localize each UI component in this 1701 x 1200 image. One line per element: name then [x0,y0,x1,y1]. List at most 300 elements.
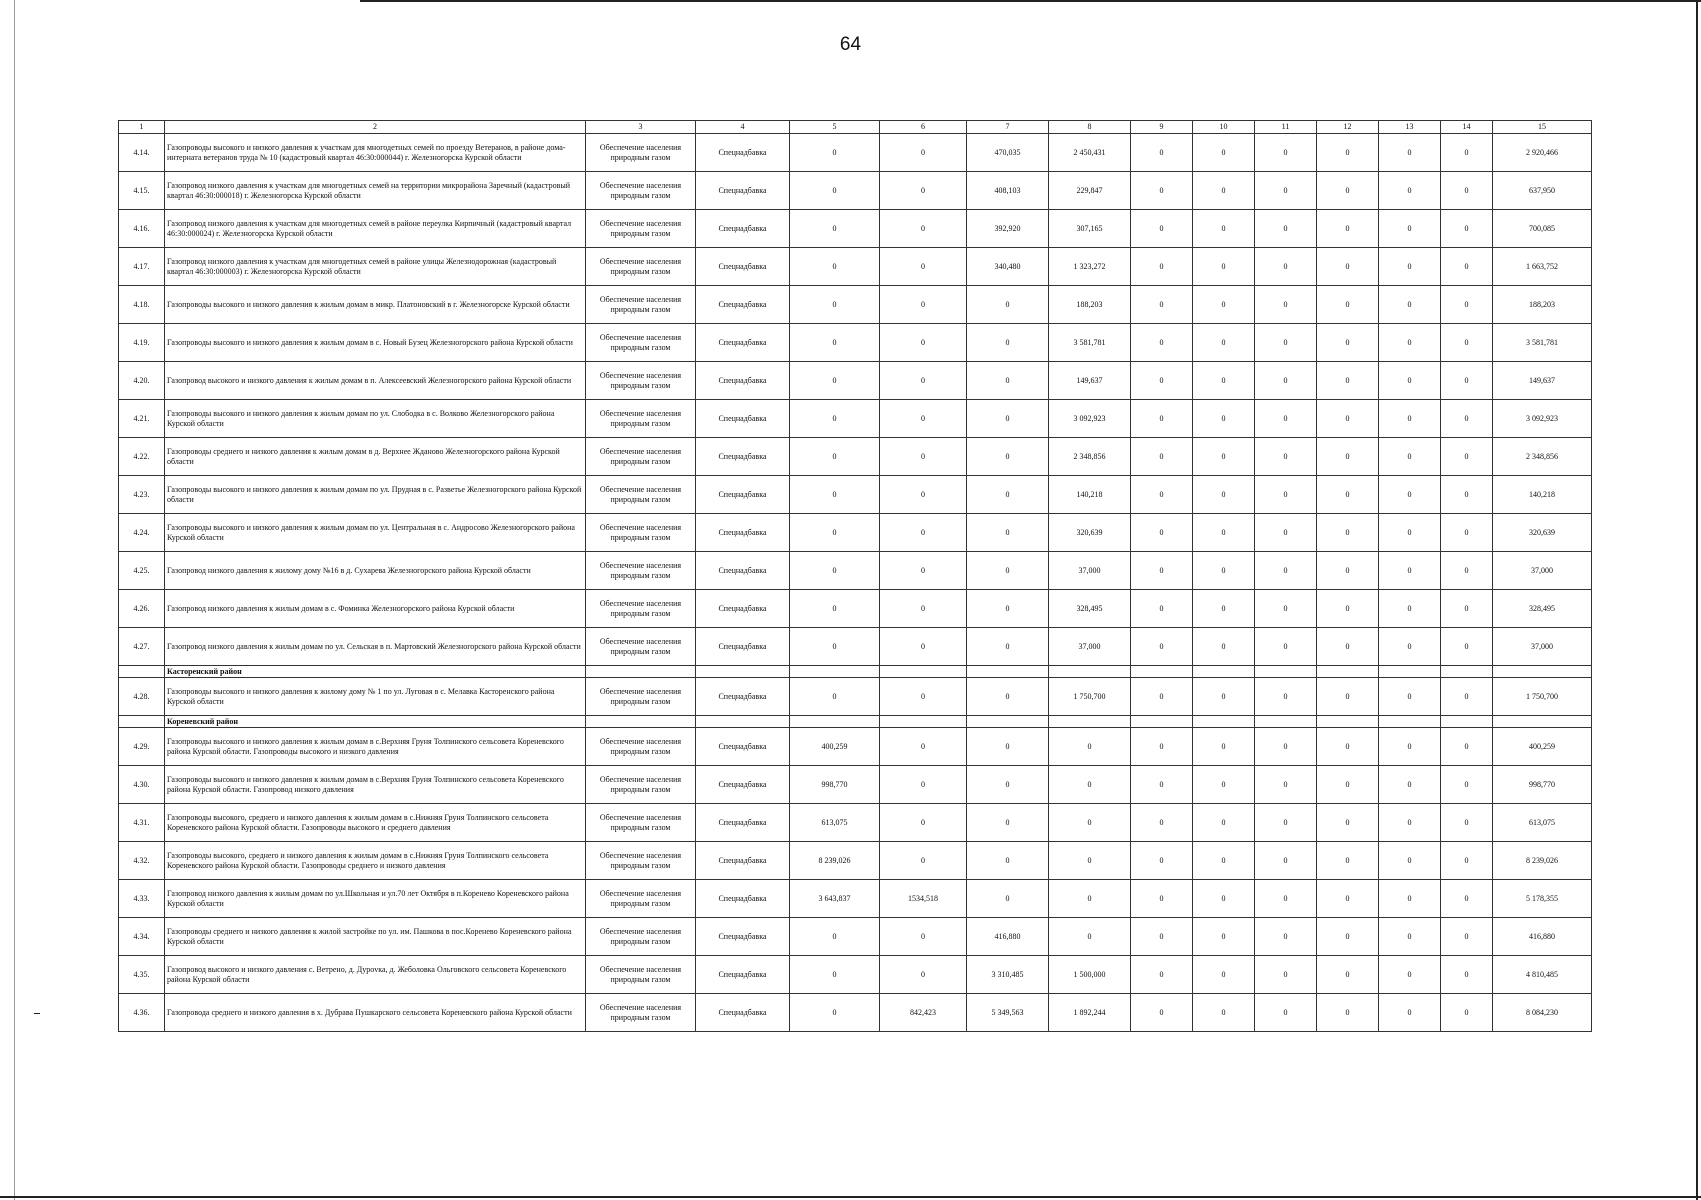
year-value: 0 [1193,994,1255,1032]
total-value: 320,639 [1493,514,1592,552]
item-description: Газопроводы высокого и низкого давления к жилым домам в с. Новый Бузец Железногорского района Курской области [165,324,586,362]
funding-source: Спецнадбавка [696,476,790,514]
year-value: 0 [1255,210,1317,248]
column-header: 9 [1131,121,1193,134]
item-purpose: Обеспечение населения природным газом [586,552,696,590]
year-value: 0 [1193,210,1255,248]
item-purpose: Обеспечение населения природным газом [586,678,696,716]
year-value: 0 [1317,956,1379,994]
year-value: 0 [1441,438,1493,476]
item-number: 4.18. [119,286,165,324]
year-value: 1 500,000 [1049,956,1131,994]
table-row [119,134,1592,172]
total-value: 700,085 [1493,210,1592,248]
year-value: 0 [1255,134,1317,172]
item-description: Газопроводы среднего и низкого давления к жилым домам в д. Верхнее Жданово Железногорского района Курской области [165,438,586,476]
year-value: 0 [1131,590,1193,628]
table-row [119,210,1592,248]
year-value: 0 [1317,362,1379,400]
total-value: 149,637 [1493,362,1592,400]
year-value: 0 [967,362,1049,400]
year-value: 0 [880,804,967,842]
year-value: 0 [1317,514,1379,552]
year-value: 229,847 [1049,172,1131,210]
empty-cell [1049,666,1131,678]
item-number: 4.30. [119,766,165,804]
year-value: 0 [880,628,967,666]
year-value: 0 [1441,400,1493,438]
year-value: 842,423 [880,994,967,1032]
year-value: 0 [790,362,880,400]
year-value: 0 [1131,880,1193,918]
year-value: 0 [790,324,880,362]
item-purpose: Обеспечение населения природным газом [586,590,696,628]
year-value: 0 [1193,286,1255,324]
year-value: 0 [790,400,880,438]
year-value: 8 239,026 [790,842,880,880]
empty-cell [1193,716,1255,728]
year-value: 37,000 [1049,628,1131,666]
year-value: 0 [880,210,967,248]
item-purpose: Обеспечение населения природным газом [586,728,696,766]
page-number: 64 [839,34,862,55]
item-purpose: Обеспечение населения природным газом [586,994,696,1032]
item-description: Газопроводы высокого и низкого давления к жилому дому № 1 по ул. Луговая в с. Мелавка Касторенского района Курской области [165,678,586,716]
table-row [119,552,1592,590]
empty-cell [1441,666,1493,678]
year-value: 0 [1255,476,1317,514]
year-value: 0 [1131,248,1193,286]
year-value: 0 [1441,514,1493,552]
year-value: 0 [880,438,967,476]
year-value: 320,639 [1049,514,1131,552]
funding-source: Спецнадбавка [696,210,790,248]
year-value: 0 [1441,880,1493,918]
year-value: 0 [1255,956,1317,994]
year-value: 0 [1441,476,1493,514]
column-header: 12 [1317,121,1379,134]
table-row [119,362,1592,400]
item-number: 4.24. [119,514,165,552]
year-value: 0 [1193,362,1255,400]
funding-source: Спецнадбавка [696,766,790,804]
year-value: 0 [1193,678,1255,716]
total-value: 2 920,466 [1493,134,1592,172]
table-row [119,994,1592,1032]
funding-source: Спецнадбавка [696,286,790,324]
year-value: 0 [1193,248,1255,286]
table-row [119,956,1592,994]
year-value: 0 [1193,324,1255,362]
column-header: 8 [1049,121,1131,134]
year-value: 0 [967,842,1049,880]
item-number: 4.26. [119,590,165,628]
total-value: 1 663,752 [1493,248,1592,286]
year-value: 470,035 [967,134,1049,172]
empty-cell [880,666,967,678]
empty-cell [119,666,165,678]
item-number: 4.32. [119,842,165,880]
item-purpose: Обеспечение населения природным газом [586,286,696,324]
year-value: 0 [790,590,880,628]
year-value: 0 [880,134,967,172]
empty-cell [1379,666,1441,678]
year-value: 0 [1131,766,1193,804]
year-value: 0 [1131,324,1193,362]
funding-source: Спецнадбавка [696,552,790,590]
item-description: Газопровод низкого давления к жилому дому №16 в д. Сухарева Железногорского района Курской области [165,552,586,590]
year-value: 0 [1255,994,1317,1032]
year-value: 0 [1131,956,1193,994]
year-value: 0 [880,476,967,514]
item-number: 4.22. [119,438,165,476]
table-row [119,678,1592,716]
total-value: 4 810,485 [1493,956,1592,994]
year-value: 0 [880,678,967,716]
empty-cell [1493,716,1592,728]
year-value: 0 [1255,248,1317,286]
year-value: 2 348,856 [1049,438,1131,476]
year-value: 0 [1193,172,1255,210]
year-value: 0 [1193,476,1255,514]
year-value: 0 [1379,210,1441,248]
year-value: 3 643,837 [790,880,880,918]
year-value: 0 [1255,804,1317,842]
item-number: 4.29. [119,728,165,766]
year-value: 0 [1049,918,1131,956]
total-value: 2 348,856 [1493,438,1592,476]
year-value: 0 [1379,590,1441,628]
year-value: 0 [967,804,1049,842]
empty-cell [696,716,790,728]
year-value: 0 [1379,628,1441,666]
year-value: 37,000 [1049,552,1131,590]
year-value: 0 [1131,994,1193,1032]
item-number: 4.35. [119,956,165,994]
year-value: 0 [880,324,967,362]
year-value: 0 [1441,552,1493,590]
year-value: 0 [1255,552,1317,590]
total-value: 400,259 [1493,728,1592,766]
year-value: 0 [1131,918,1193,956]
year-value: 0 [1379,842,1441,880]
year-value: 0 [1317,842,1379,880]
year-value: 0 [790,918,880,956]
year-value: 0 [1049,804,1131,842]
year-value: 0 [1131,172,1193,210]
funding-source: Спецнадбавка [696,362,790,400]
year-value: 0 [1131,514,1193,552]
year-value: 613,075 [790,804,880,842]
year-value: 0 [1193,956,1255,994]
item-number: 4.19. [119,324,165,362]
year-value: 0 [1131,842,1193,880]
year-value: 149,637 [1049,362,1131,400]
table-row [119,628,1592,666]
year-value: 2 450,431 [1049,134,1131,172]
table-row [119,248,1592,286]
item-description: Газопроводы высокого и низкого давления к жилым домам по ул. Слободка в с. Волково Железногорского района Курской области [165,400,586,438]
empty-cell [696,666,790,678]
year-value: 0 [967,628,1049,666]
year-value: 0 [1131,804,1193,842]
item-description: Газопроводы высокого, среднего и низкого давления к жилым домам в с.Нижняя Груня Толпинского сельсовета Кореневского района Курской области. Газопроводы высокого и среднего давления [165,804,586,842]
year-value: 0 [1317,766,1379,804]
item-purpose: Обеспечение населения природным газом [586,842,696,880]
item-description: Газопроводы высокого и низкого давления к жилым домам в микр. Платоновский в г. Железногорске Курской области [165,286,586,324]
year-value: 0 [1379,324,1441,362]
item-description: Газопровод низкого давления к участкам для многодетных семей на территории микрорайона Заречный (кадастровый квартал 46:30:000018) г. Железногорска Курской области [165,172,586,210]
item-description: Газопровод низкого давления к участкам для многодетных семей в районе улицы Железнодорожная (кадастровый квартал 46:30:000003) г. Железногорска Курской области [165,248,586,286]
year-value: 0 [1255,880,1317,918]
year-value: 0 [967,438,1049,476]
year-value: 0 [1131,400,1193,438]
item-purpose: Обеспечение населения природным газом [586,172,696,210]
item-number: 4.34. [119,918,165,956]
year-value: 0 [967,590,1049,628]
year-value: 0 [790,514,880,552]
item-number: 4.36. [119,994,165,1032]
empty-cell [1255,716,1317,728]
year-value: 307,165 [1049,210,1131,248]
year-value: 0 [1317,880,1379,918]
year-value: 0 [1131,552,1193,590]
year-value: 0 [880,248,967,286]
year-value: 3 310,485 [967,956,1049,994]
year-value: 0 [1193,880,1255,918]
year-value: 0 [790,678,880,716]
year-value: 0 [1379,728,1441,766]
scan-edge-top [360,0,1701,2]
year-value: 0 [1317,476,1379,514]
year-value: 0 [1255,842,1317,880]
year-value: 0 [1131,286,1193,324]
year-value: 0 [790,552,880,590]
item-purpose: Обеспечение населения природным газом [586,324,696,362]
item-purpose: Обеспечение населения природным газом [586,248,696,286]
year-value: 0 [880,362,967,400]
year-value: 0 [1441,172,1493,210]
year-value: 0 [1379,172,1441,210]
year-value: 0 [1379,766,1441,804]
item-number: 4.21. [119,400,165,438]
funding-source: Спецнадбавка [696,514,790,552]
year-value: 0 [1131,134,1193,172]
column-header: 7 [967,121,1049,134]
year-value: 0 [1317,678,1379,716]
year-value: 0 [1317,248,1379,286]
year-value: 0 [1193,804,1255,842]
total-value: 416,880 [1493,918,1592,956]
year-value: 0 [1317,134,1379,172]
item-number: 4.28. [119,678,165,716]
total-value: 140,218 [1493,476,1592,514]
year-value: 0 [1317,628,1379,666]
year-value: 0 [967,476,1049,514]
column-header: 13 [1379,121,1441,134]
item-number: 4.23. [119,476,165,514]
funding-source: Спецнадбавка [696,842,790,880]
year-value: 1 750,700 [1049,678,1131,716]
year-value: 0 [880,514,967,552]
empty-cell [1255,666,1317,678]
year-value: 0 [790,956,880,994]
empty-cell [1317,716,1379,728]
column-number-row [119,121,1592,134]
item-purpose: Обеспечение населения природным газом [586,362,696,400]
item-number: 4.14. [119,134,165,172]
year-value: 0 [1441,248,1493,286]
year-value: 0 [1441,956,1493,994]
total-value: 998,770 [1493,766,1592,804]
item-description: Газопровод низкого давления к жилым домам по ул.Школьная и ул.70 лет Октября в п.Коренево Кореневского района Курской области [165,880,586,918]
year-value: 1534,518 [880,880,967,918]
column-header: 3 [586,121,696,134]
total-value: 5 178,355 [1493,880,1592,918]
empty-cell [967,666,1049,678]
year-value: 0 [880,956,967,994]
item-description: Газопровод высокого и низкого давления с. Ветрено, д. Дурovка, д. Жеболовка Ольговского сельсовета Кореневского района Курской области [165,956,586,994]
empty-cell [1493,666,1592,678]
year-value: 0 [967,514,1049,552]
year-value: 0 [1049,728,1131,766]
empty-cell [1317,666,1379,678]
year-value: 0 [790,172,880,210]
year-value: 0 [1317,438,1379,476]
year-value: 0 [1441,324,1493,362]
year-value: 0 [1131,438,1193,476]
item-number: 4.15. [119,172,165,210]
empty-cell [880,716,967,728]
year-value: 998,770 [790,766,880,804]
table-body [119,121,1592,1032]
year-value: 0 [790,438,880,476]
year-value: 0 [1193,514,1255,552]
year-value: 0 [1317,994,1379,1032]
empty-cell [1441,716,1493,728]
year-value: 0 [1317,400,1379,438]
year-value: 0 [1193,728,1255,766]
total-value: 3 092,923 [1493,400,1592,438]
total-value: 613,075 [1493,804,1592,842]
year-value: 0 [1193,766,1255,804]
total-value: 328,495 [1493,590,1592,628]
year-value: 0 [1379,134,1441,172]
year-value: 0 [967,728,1049,766]
scan-speck [34,1013,40,1014]
item-description: Газопровод низкого давления к участкам для многодетных семей в районе переулка Кирпичный (кадастровый квартал 46:30:000024) г. Железногорска Курской области [165,210,586,248]
year-value: 0 [880,842,967,880]
year-value: 0 [1049,766,1131,804]
table-row [119,804,1592,842]
year-value: 0 [1317,590,1379,628]
column-header: 11 [1255,121,1317,134]
year-value: 0 [1441,678,1493,716]
year-value: 0 [880,766,967,804]
item-number: 4.27. [119,628,165,666]
year-value: 0 [1255,172,1317,210]
year-value: 0 [880,286,967,324]
empty-cell [1049,716,1131,728]
item-description: Газопроводы высокого и низкого давления к жилым домам по ул. Центральная в с. Андросово Железногорского района Курской области [165,514,586,552]
year-value: 0 [1379,880,1441,918]
year-value: 340,480 [967,248,1049,286]
year-value: 1 892,244 [1049,994,1131,1032]
empty-cell [1193,666,1255,678]
item-description: Газопроводы высокого, среднего и низкого давления к жилым домам в с.Нижняя Груня Толпинского сельсовета Кореневского района Курской области. Газопроводы среднего и низкого давления [165,842,586,880]
funding-source: Спецнадбавка [696,956,790,994]
funding-source: Спецнадбавка [696,880,790,918]
year-value: 0 [967,552,1049,590]
year-value: 0 [1255,324,1317,362]
year-value: 0 [880,172,967,210]
district-name: Касторенский район [165,666,586,678]
item-number: 4.33. [119,880,165,918]
year-value: 0 [1131,728,1193,766]
year-value: 0 [967,678,1049,716]
item-number: 4.20. [119,362,165,400]
item-description: Газопроводы высокого и низкого давления к жилым домам по ул. Прудная в с. Разветье Железногорского района Курской области [165,476,586,514]
year-value: 0 [1441,728,1493,766]
year-value: 0 [1255,590,1317,628]
year-value: 0 [1441,628,1493,666]
year-value: 0 [1441,134,1493,172]
total-value: 637,950 [1493,172,1592,210]
year-value: 0 [1379,476,1441,514]
year-value: 416,880 [967,918,1049,956]
item-description: Газопровод низкого давления к жилым домам в с. Фоминка Железногорского района Курской области [165,590,586,628]
empty-cell [790,716,880,728]
empty-cell [586,666,696,678]
item-description: Газопровод высокого и низкого давления к жилым домам в п. Алексеевский Железногорского района Курской области [165,362,586,400]
year-value: 0 [1317,552,1379,590]
year-value: 0 [1379,552,1441,590]
year-value: 0 [1255,514,1317,552]
item-purpose: Обеспечение населения природным газом [586,918,696,956]
year-value: 0 [1255,628,1317,666]
year-value: 0 [967,286,1049,324]
table-row [119,514,1592,552]
year-value: 0 [1379,956,1441,994]
empty-cell [967,716,1049,728]
item-purpose: Обеспечение населения природным газом [586,628,696,666]
year-value: 0 [790,286,880,324]
year-value: 0 [1131,678,1193,716]
funding-source: Спецнадбавка [696,324,790,362]
item-description: Газопровод низкого давления к жилым домам по ул. Сельская в п. Мартовский Железногорского района Курской области [165,628,586,666]
empty-cell [1131,666,1193,678]
year-value: 0 [1379,804,1441,842]
year-value: 0 [1441,766,1493,804]
year-value: 3 092,923 [1049,400,1131,438]
item-purpose: Обеспечение населения природным газом [586,134,696,172]
empty-cell [119,716,165,728]
year-value: 0 [880,728,967,766]
funding-source: Спецнадбавка [696,172,790,210]
item-number: 4.17. [119,248,165,286]
year-value: 0 [1379,514,1441,552]
year-value: 0 [1255,286,1317,324]
year-value: 0 [967,880,1049,918]
year-value: 3 581,781 [1049,324,1131,362]
year-value: 0 [1379,678,1441,716]
table-row [119,324,1592,362]
empty-cell [586,716,696,728]
table-row [119,438,1592,476]
empty-cell [1131,716,1193,728]
year-value: 0 [1379,994,1441,1032]
item-purpose: Обеспечение населения природным газом [586,400,696,438]
